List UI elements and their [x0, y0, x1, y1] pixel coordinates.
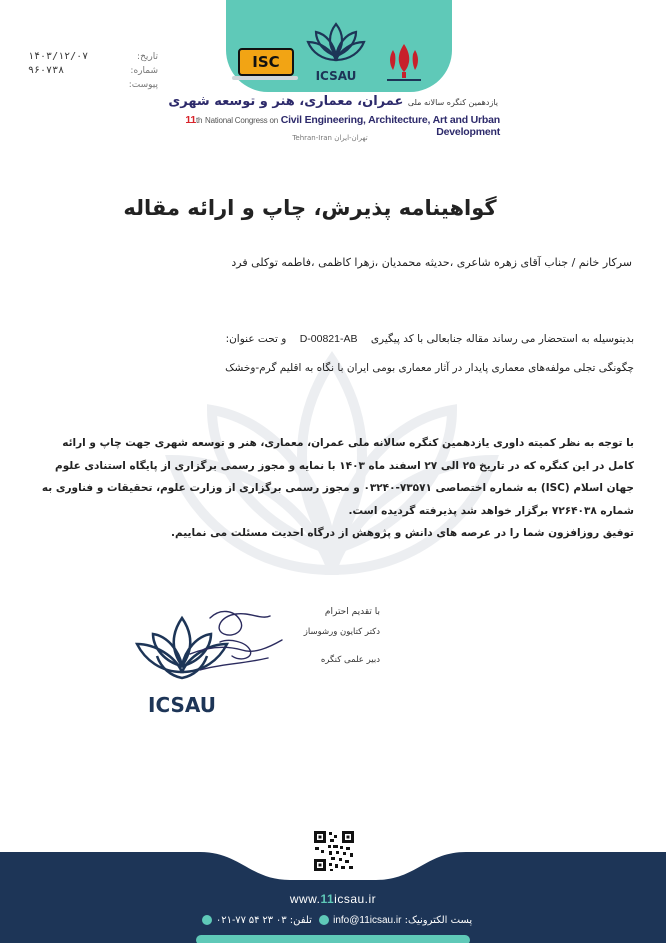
url-highlight: 11	[320, 892, 335, 906]
isc-logo: ISC	[238, 48, 294, 76]
date-row	[28, 50, 158, 64]
body-paragraph-1: با توجه به نظر کمیته داوری یازدهمین کنگره سالانه ملی عمران، معماری، هنر و توسعه شهری جهت چاپ و ارائه کامل در این کنگره که در تاریخ ۲۵ الی ۲۷ اسفند ماه ۱۴۰۳ با نمایه و مجوز رسمی برگزاری از پایگاه استنادی علوم جهان اسلام (ISC) به شماره اختصاصی ۷۳۵۷۱-۰۳۲۴۰ و مجوز رسمی برگزاری از وزارت علوم، تحقیقات و فناوری به شماره ۷۲۶۴۰۳۸ برگزار خواهد شد پذیرفته گردیده است.	[41, 437, 634, 517]
tracking-code: D-00821-AB	[299, 333, 358, 345]
email-link[interactable]: info@11icsau.ir	[333, 915, 402, 926]
phone-label: تلفن:	[289, 915, 312, 926]
congress-title-fa	[160, 94, 498, 109]
icsau-logo	[304, 20, 368, 88]
number-row	[28, 64, 158, 78]
place-en: Tehran-Iran	[292, 134, 332, 142]
iran-emblem-icon	[383, 40, 425, 84]
signer-name: دکتر کتایون ورشوساز	[303, 627, 380, 637]
intro-before: بدینوسیله به استحضار می رساند مقاله جنابعالی با کد پیگیری	[370, 333, 634, 345]
icsau-logo-text: ICSAU	[315, 69, 357, 83]
body-paragraph-2: توفیق روزافزون شما را در عرصه های دانش و پژوهش از درگاه احدیت مسئلت می نماییم.	[171, 527, 634, 539]
congress-prefix: یازدهمین کنگره سالانه ملی	[407, 98, 498, 107]
certificate-title: گواهینامه پذیرش، چاپ و ارائه مقاله	[123, 196, 497, 220]
url-prefix: www.	[289, 892, 321, 906]
attachment-row	[28, 78, 158, 92]
congress-place	[280, 134, 380, 142]
isc-logo-caption	[232, 76, 298, 80]
email-icon	[319, 915, 329, 925]
congress-title-fa-main: عمران، معماری، هنر و توسعه شهری	[168, 94, 404, 109]
congress-national: National Congress on	[205, 116, 278, 125]
date-value: ۱۴۰۳/۱۲/۰۷	[28, 51, 89, 62]
congress-title-en-main: Civil Engineering, Architecture, Art and Urban Development	[280, 114, 500, 138]
phone-icon	[202, 915, 212, 925]
number-value: ۹۶۰۷۳۸	[28, 65, 65, 76]
recipients-line: سرکار خانم / جناب آقای زهره شاعری ،حدیثه محمدیان ،زهرا کاظمی ،فاطمه توکلی فرد	[231, 256, 632, 269]
paper-title: چگونگی تجلی مولفه‌های معماری پایدار در آثار معماری بومی ایران با نگاه به اقلیم گرم-وخشک	[225, 362, 634, 374]
website-link[interactable]	[0, 892, 666, 906]
intro-line	[40, 333, 634, 345]
number-label: شماره:	[130, 66, 158, 76]
intro-after: و تحت عنوان:	[225, 333, 287, 345]
email-label: پست الکترونیک:	[404, 915, 473, 926]
footer-contact	[190, 915, 480, 926]
seal-text: ICSAU	[148, 693, 216, 717]
url-suffix: icsau.ir	[334, 892, 377, 906]
attachment-label: پیوست:	[128, 80, 158, 90]
congress-ordinal: th	[196, 116, 203, 125]
date-label: تاریخ:	[137, 52, 158, 62]
letter-meta	[28, 50, 158, 92]
certificate-body	[34, 432, 634, 545]
congress-number: 11	[185, 114, 197, 126]
signer-role: دبیر علمی کنگره	[320, 655, 380, 665]
place-fa: تهران-ایران	[334, 134, 368, 142]
footer-teal-bar	[196, 935, 470, 943]
phone-number[interactable]: ۰۲۱-۷۷ ۵۴ ۲۳ ۰۳	[215, 915, 287, 926]
signature-respect: با تقدیم احترام	[324, 607, 380, 617]
